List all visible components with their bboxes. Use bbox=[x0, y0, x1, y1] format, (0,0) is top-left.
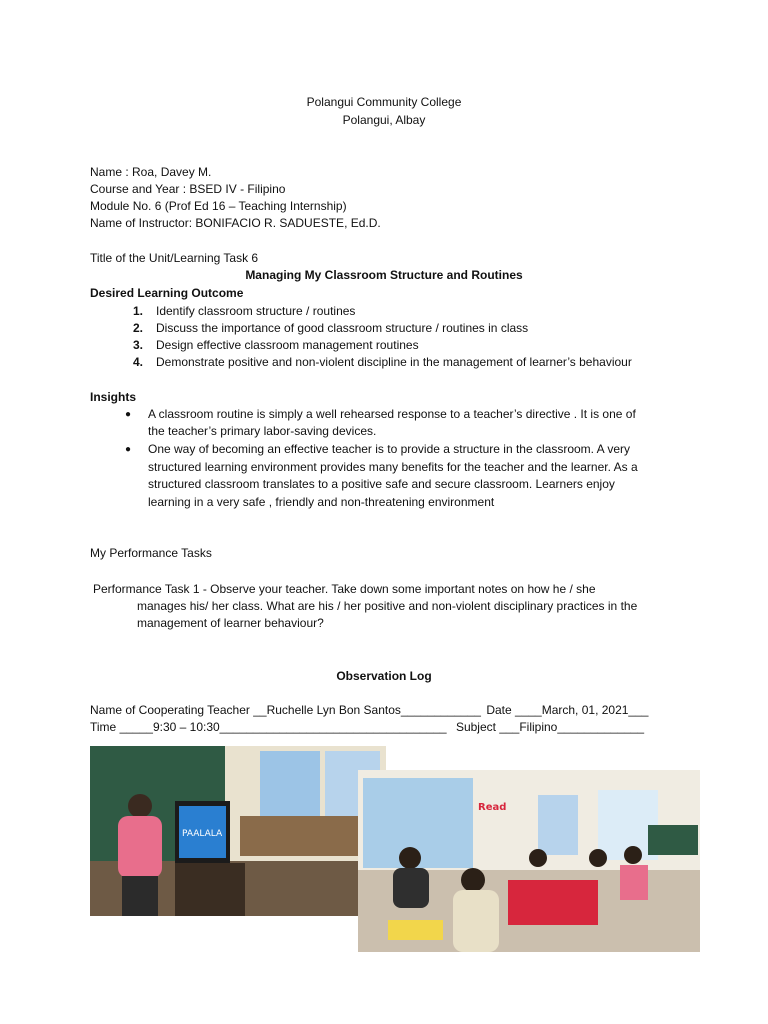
bullet-icon: ● bbox=[125, 409, 132, 420]
subject-label: Subject bbox=[455, 720, 496, 734]
student-name: Name : Roa, Davey M. bbox=[90, 165, 212, 179]
insight-line: structured classroom translates to a positive safe and secure classroom. Learners enjoy bbox=[148, 477, 615, 491]
performance-heading: My Performance Tasks bbox=[90, 546, 212, 560]
teacher-value: __Ruchelle Lyn Bon Santos____________ bbox=[253, 703, 481, 717]
instructor-name: Name of Instructor: BONIFACIO R. SADUESTE, Ed.D. bbox=[90, 216, 381, 230]
task-label: Performance Task 1 - Observe your teacher. Take down some important notes on how he / she bbox=[93, 582, 596, 596]
insight-line: A classroom routine is simply a well rehearsed response to a teacher’s directive . It is one of bbox=[148, 407, 636, 421]
classroom-photo-right bbox=[358, 770, 700, 952]
unit-title: Managing My Classroom Structure and Routines bbox=[245, 268, 523, 282]
insights-heading: Insights bbox=[90, 390, 137, 404]
screen-text: PAALALA bbox=[182, 829, 223, 839]
unit-title-label: Title of the Unit/Learning Task 6 bbox=[90, 251, 259, 265]
subject-value: ___Filipino_____________ bbox=[499, 720, 645, 734]
teacher-row bbox=[90, 703, 648, 717]
module-number: Module No. 6 (Prof Ed 16 – Teaching Internship) bbox=[90, 199, 347, 213]
time-value: _____9:30 – 10:30__________________________________ bbox=[119, 720, 447, 734]
insight-line: learning in a very safe , friendly and non-threatening environment bbox=[148, 495, 495, 509]
bullet-icon: ● bbox=[125, 444, 132, 455]
outcome-number: 3. bbox=[133, 338, 144, 352]
insight-line: structured learning environment provides many benefits for the teacher and the learner. As a bbox=[148, 460, 638, 474]
outcome-item: Discuss the importance of good classroom structure / routines in class bbox=[156, 321, 529, 335]
task-line: manages his/ her class. What are his / her positive and non-violent disciplinary practices in the bbox=[137, 599, 638, 613]
outcome-item: Design effective classroom management routines bbox=[156, 338, 419, 352]
insight-line: One way of becoming an effective teacher is to provide a structure in the classroom. A very bbox=[148, 442, 631, 456]
college-location: Polangui, Albay bbox=[342, 113, 426, 127]
teacher-label: Name of Cooperating Teacher bbox=[90, 703, 250, 717]
classroom-photo-left bbox=[90, 746, 386, 916]
college-name: Polangui Community College bbox=[306, 95, 462, 109]
time-row bbox=[90, 720, 644, 734]
date-value: ____March, 01, 2021___ bbox=[515, 703, 649, 717]
outcome-number: 2. bbox=[133, 321, 144, 335]
outcome-number: 4. bbox=[133, 355, 144, 369]
course-year: Course and Year : BSED IV - Filipino bbox=[90, 182, 286, 196]
outcome-item: Identify classroom structure / routines bbox=[156, 304, 356, 318]
time-label: Time bbox=[90, 720, 117, 734]
outcome-item: Demonstrate positive and non-violent discipline in the management of learner’s behaviour bbox=[156, 355, 632, 369]
observation-log-title: Observation Log bbox=[336, 669, 432, 683]
banner-text: Read bbox=[478, 802, 507, 813]
date-label: Date bbox=[486, 703, 512, 717]
insight-line: the teacher’s primary labor-saving devices. bbox=[148, 424, 377, 438]
task-line: management of learner behaviour? bbox=[137, 616, 324, 630]
outcome-number: 1. bbox=[133, 304, 144, 318]
outcome-heading: Desired Learning Outcome bbox=[90, 286, 244, 300]
